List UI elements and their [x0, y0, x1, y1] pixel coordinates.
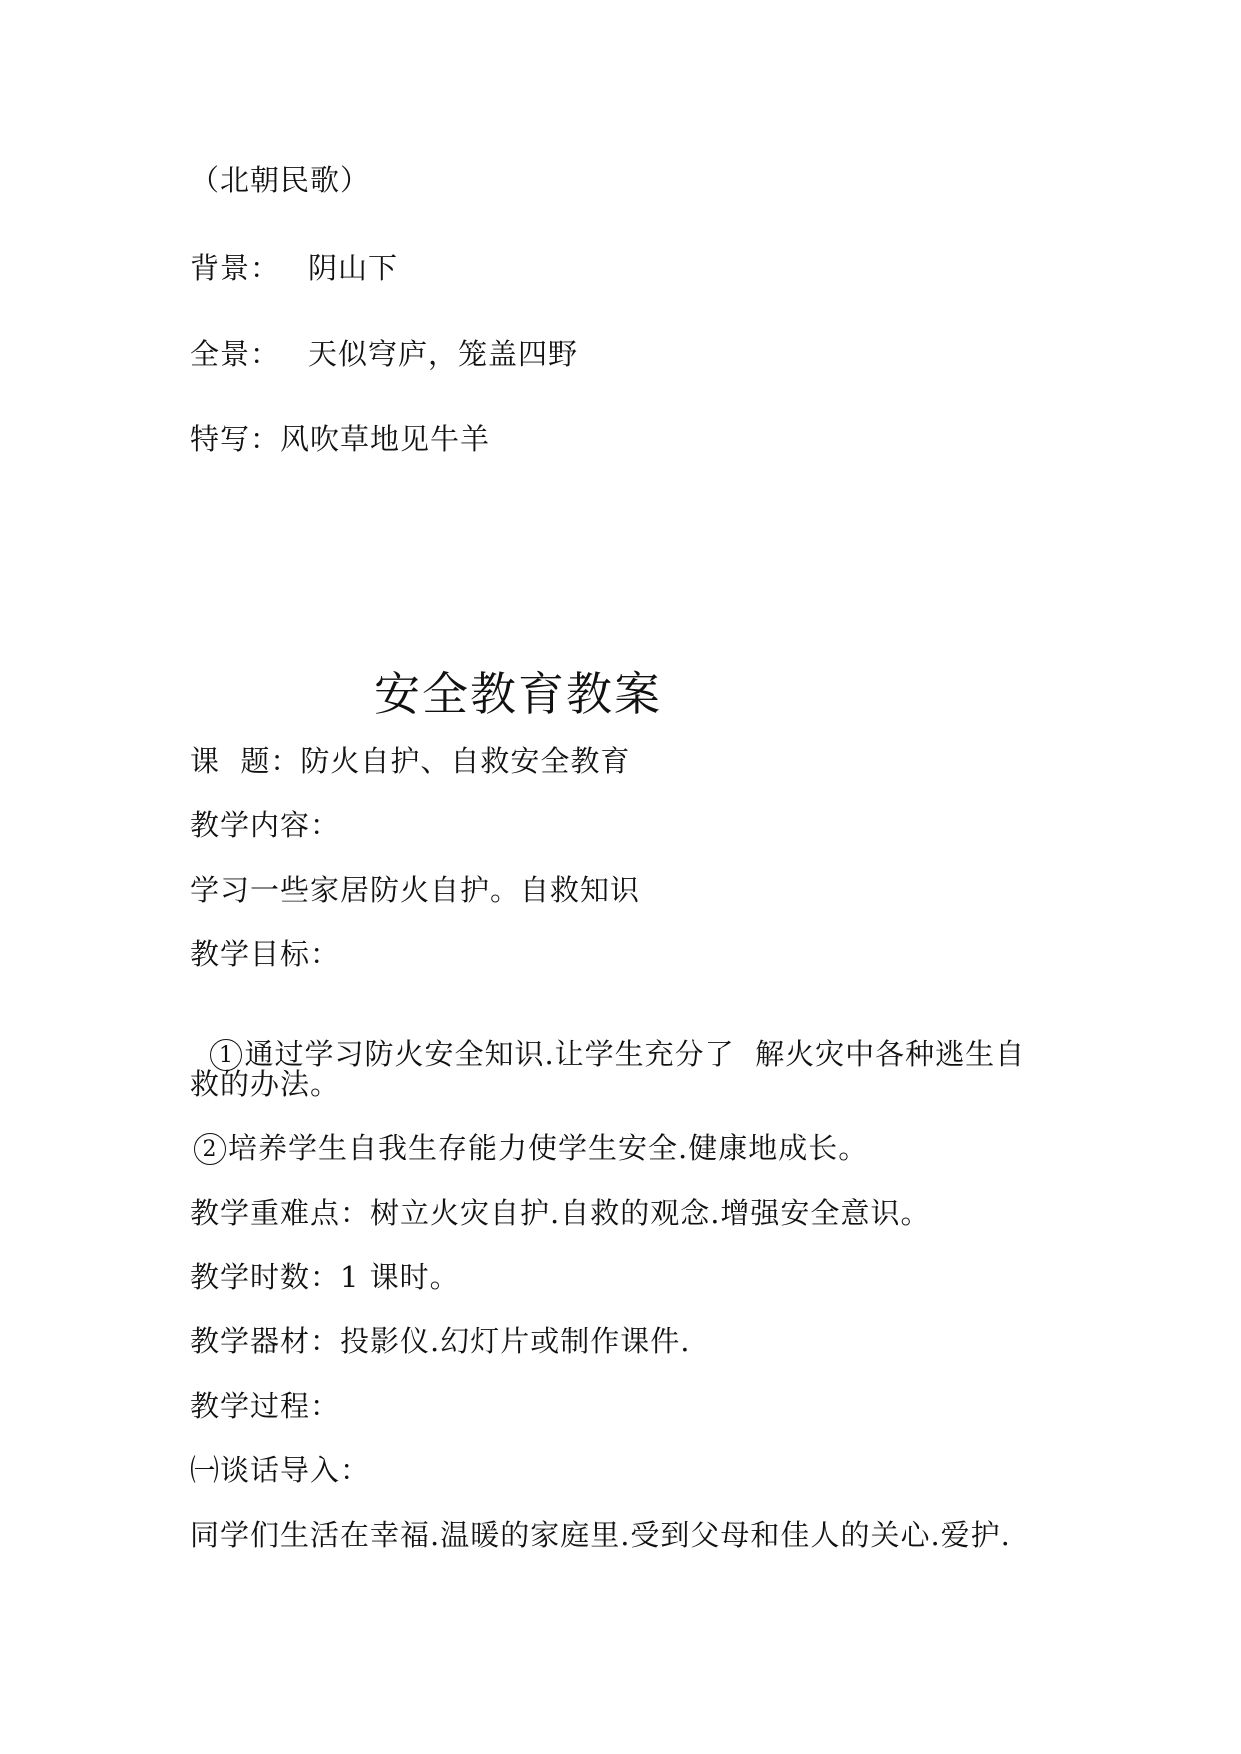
goal-1-marker: 1: [210, 1039, 242, 1071]
lesson-topic: 课 题：防火自护、自救安全教育: [190, 744, 631, 778]
lesson-title: 安全教育教案: [374, 667, 662, 721]
goal-2: [194, 1130, 868, 1166]
poem-background: [190, 250, 398, 286]
intro-text: 同学们生活在幸福.温暖的家庭里.受到父母和佳人的关心.爱护.: [190, 1518, 1011, 1552]
poem-author: （北朝民歌）: [190, 163, 371, 197]
content-text: 学习一些家居防火自护。自救知识: [190, 873, 641, 907]
goal-1-line-1: [190, 1000, 1025, 1072]
background-label: 背景：: [190, 251, 281, 285]
goal-2-text: 培养学生自我生存能力使学生安全.健康地成长。: [228, 1131, 869, 1165]
panorama-value: 天似穹庐，笼盖四野: [308, 337, 579, 371]
intro-heading: ㈠谈话导入：: [190, 1453, 371, 1487]
teaching-hours: 教学时数：1 课时。: [190, 1260, 460, 1294]
panorama-label: 全景：: [190, 337, 281, 371]
key-points: 教学重难点：树立火灾自护.自救的观念.增强安全意识。: [190, 1196, 931, 1230]
goals-label: 教学目标：: [190, 937, 341, 971]
goal-1-text: 通过学习防火安全知识.让学生充分了 解火灾中各种逃生自: [244, 1037, 1026, 1071]
background-value: 阴山下: [308, 251, 399, 285]
teaching-equipment: 教学器材：投影仪.幻灯片或制作课件.: [190, 1324, 691, 1358]
poem-closeup: 特写：风吹草地见牛羊: [190, 422, 491, 456]
goal-1-line-2: 救的办法。: [190, 1067, 341, 1101]
goal-2-marker: 2: [194, 1133, 226, 1165]
poem-panorama: [190, 336, 578, 372]
content-label: 教学内容：: [190, 808, 341, 842]
process-label: 教学过程：: [190, 1389, 341, 1423]
